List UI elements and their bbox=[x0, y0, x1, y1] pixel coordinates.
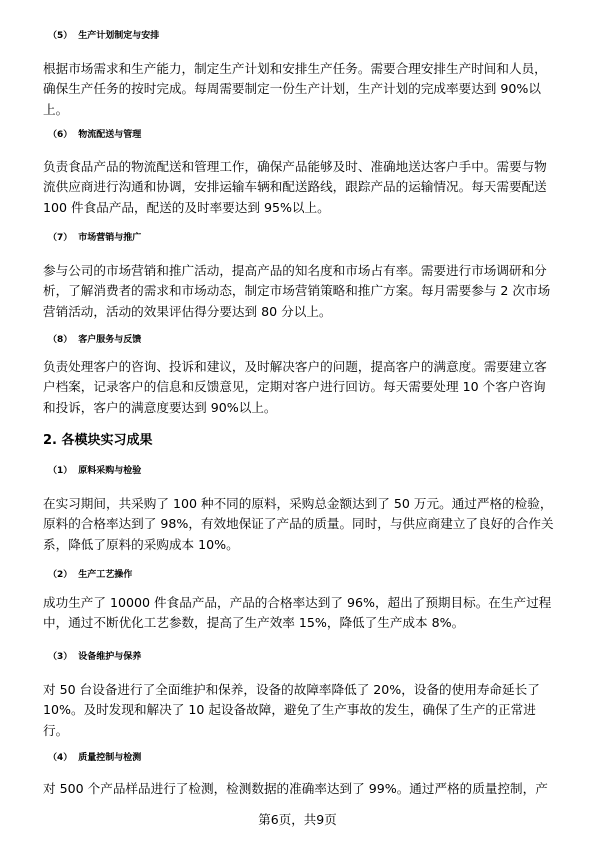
paragraph-logistics: 负责食品产品的物流配送和管理工作，确保产品能够及时、准确地送达客户手中。需要与物流供应商进行沟通和协调，安排运输车辆和配送路线，跟踪产品的运输情况。每天需要配送 100 件食品产品，配送的及时率要达到 95%以上。 bbox=[43, 159, 547, 215]
paragraph-marketing: 参与公司的市场营销和推广活动，提高产品的知名度和市场占有率。需要进行市场调研和分析，了解消费者的需求和市场动态，制定市场营销策略和推广方案。每月需要参与 2 次市场营销活动，活动的效果评估得分要达到 80 分以上。 bbox=[43, 263, 551, 319]
subheading-process: （2） 生产工艺操作 bbox=[48, 570, 133, 580]
section-heading-results: 2. 各模块实习成果 bbox=[43, 433, 153, 448]
paragraph-equipment: 对 50 台设备进行了全面维护和保养，设备的故障率降低了 20%，设备的使用寿命延长了 10%。及时发现和解决了 10 起设备故障，避免了生产事故的发生，确保了生产的正常进行。 bbox=[43, 682, 540, 738]
subheading-quality: （4） 质量控制与检测 bbox=[48, 753, 142, 763]
subheading-customer-service: （8） 客户服务与反馈 bbox=[48, 335, 142, 345]
paragraph-process: 成功生产了 10000 件食品产品，产品的合格率达到了 96%，超出了预期目标。在生产过程中，通过不断优化工艺参数，提高了生产效率 15%，降低了生产成本 8%。 bbox=[43, 595, 552, 631]
page-footer: 第6页，共9页 bbox=[258, 812, 337, 827]
subheading-marketing: （7） 市场营销与推广 bbox=[48, 233, 142, 243]
subheading-logistics: （6） 物流配送与管理 bbox=[48, 130, 142, 140]
subheading-raw-material: （1） 原料采购与检验 bbox=[48, 466, 142, 476]
subheading-equipment: （3） 设备维护与保养 bbox=[48, 652, 142, 662]
paragraph-production-plan: 根据市场需求和生产能力，制定生产计划和安排生产任务。需要合理安排生产时间和人员，确保生产任务的按时完成。每周需要制定一份生产计划，生产计划的完成率要达到 90%以上。 bbox=[43, 61, 547, 117]
paragraph-quality: 对 500 个产品样品进行了检测，检测数据的准确率达到了 99%。通过严格的质量控制，产 bbox=[43, 781, 548, 796]
subheading-production-plan: （5） 生产计划制定与安排 bbox=[48, 31, 160, 41]
paragraph-customer-service: 负责处理客户的咨询、投诉和建议，及时解决客户的问题，提高客户的满意度。需要建立客户档案，记录客户的信息和反馈意见，定期对客户进行回访。每天需要处理 10 个客户咨询和投诉，客户的满意度要达到 90%以上。 bbox=[43, 359, 547, 415]
paragraph-raw-material: 在实习期间，共采购了 100 种不同的原料，采购总金额达到了 50 万元。通过严格的检验，原料的合格率达到了 98%，有效地保证了产品的质量。同时，与供应商建立了良好的合作关系，降低了原料的采购成本 10%。 bbox=[43, 496, 554, 552]
